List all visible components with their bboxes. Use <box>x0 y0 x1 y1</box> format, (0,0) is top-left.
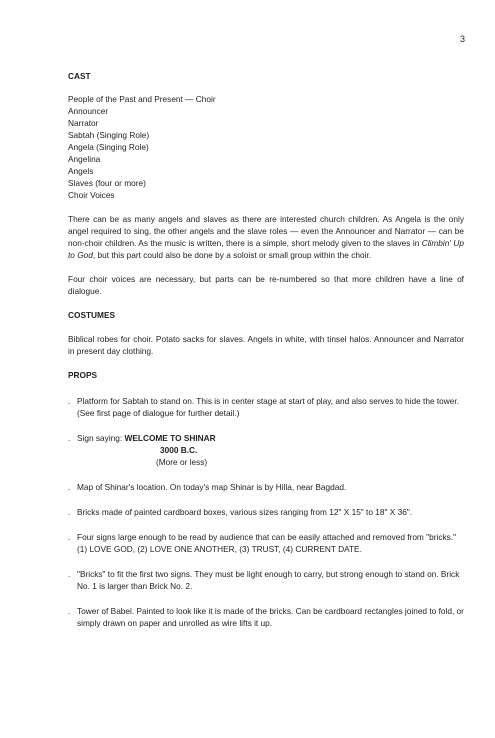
sign-prefix: Sign saying: <box>77 433 125 443</box>
cast-para1-before: There can be as many angels and slaves as there are interested church children. As Angela is the only angel required to sing, the other angels and the slave roles — even the Announcer and Narrator — can be non-choir children. As the music is written, there is a simple, short melody given to the slaves in <box>68 214 464 248</box>
prop-item <box>68 481 464 493</box>
prop-item-text: Map of Shinar's location. On today's map Shinar is by Hilla, near Bagdad. <box>77 482 347 492</box>
bullet-mark: . <box>68 396 71 406</box>
cast-member: Angels <box>68 166 94 176</box>
prop-item-text: Four signs large enough to be read by audience that can be easily attached and removed from "bricks." (1) LOVE GOD, (2) LOVE ONE ANOTHER, (3) TRUST, (4) CURRENT DATE. <box>77 532 457 554</box>
props-list <box>68 395 464 629</box>
costumes-heading: COSTUMES <box>68 310 116 320</box>
cast-member: Angela (Singing Role) <box>68 142 149 152</box>
sign-text <box>77 444 464 468</box>
cast-member: People of the Past and Present — Choir <box>68 94 216 104</box>
cast-heading: CAST <box>68 71 91 81</box>
sign-line-3: (More or less) <box>156 457 208 467</box>
cast-member: Narrator <box>68 118 99 128</box>
prop-item-text: "Bricks" to fit the first two signs. They must be light enough to carry, but strong enough to stand on. Brick No. 1 is larger than Brick No. 2. <box>77 569 460 591</box>
prop-item-text: Platform for Sabtah to stand on. This is in center stage at start of play, and also serves to hide the tower. (See first page of dialogue for further detail.) <box>77 396 460 418</box>
bullet-mark: . <box>68 482 71 492</box>
prop-item <box>68 432 464 468</box>
prop-item <box>68 531 464 555</box>
song-title: Climbin' Up to God <box>68 238 464 260</box>
prop-item <box>68 506 464 518</box>
cast-member: Slaves (four or more) <box>68 178 146 188</box>
bullet-mark: . <box>68 433 71 443</box>
prop-item-text: Bricks made of painted cardboard boxes, various sizes ranging from 12" X 15" to 18" X 36". <box>77 507 413 517</box>
prop-item <box>68 395 464 419</box>
prop-item <box>68 568 464 592</box>
prop-item-text: Tower of Babel. Painted to look like it is made of the bricks. Can be cardboard rectangles joined to fold, or simply drawn on paper and unrolled as wire lifts it up. <box>77 606 464 628</box>
cast-member: Angelina <box>68 154 101 164</box>
cast-member: Sabtah (Singing Role) <box>68 130 150 140</box>
sign-line-2: 3000 B.C. <box>160 445 198 455</box>
bullet-mark: . <box>68 606 71 616</box>
cast-para1-after: , but this part could also be done by a soloist or small group within the choir. <box>92 250 372 260</box>
bullet-mark: . <box>68 532 71 542</box>
page-content <box>68 70 464 642</box>
bullet-mark: . <box>68 507 71 517</box>
prop-item <box>68 605 464 629</box>
cast-member: Announcer <box>68 106 109 116</box>
bullet-mark: . <box>68 569 71 579</box>
cast-list <box>68 93 464 201</box>
cast-paragraph-1 <box>68 213 464 261</box>
cast-member: Choir Voices <box>68 190 115 200</box>
prop-item-sign <box>77 432 464 468</box>
cast-paragraph-2: Four choir voices are necessary, but parts can be re-numbered so that more children have a line of dialogue. <box>68 274 464 296</box>
sign-line-1: WELCOME TO SHINAR <box>124 433 216 443</box>
page-number: 3 <box>460 34 466 44</box>
costumes-paragraph: Biblical robes for choir. Potato sacks for slaves. Angels in white, with tinsel halos. Announcer and Narrator in present day clothing. <box>68 334 464 356</box>
props-heading: PROPS <box>68 370 98 380</box>
